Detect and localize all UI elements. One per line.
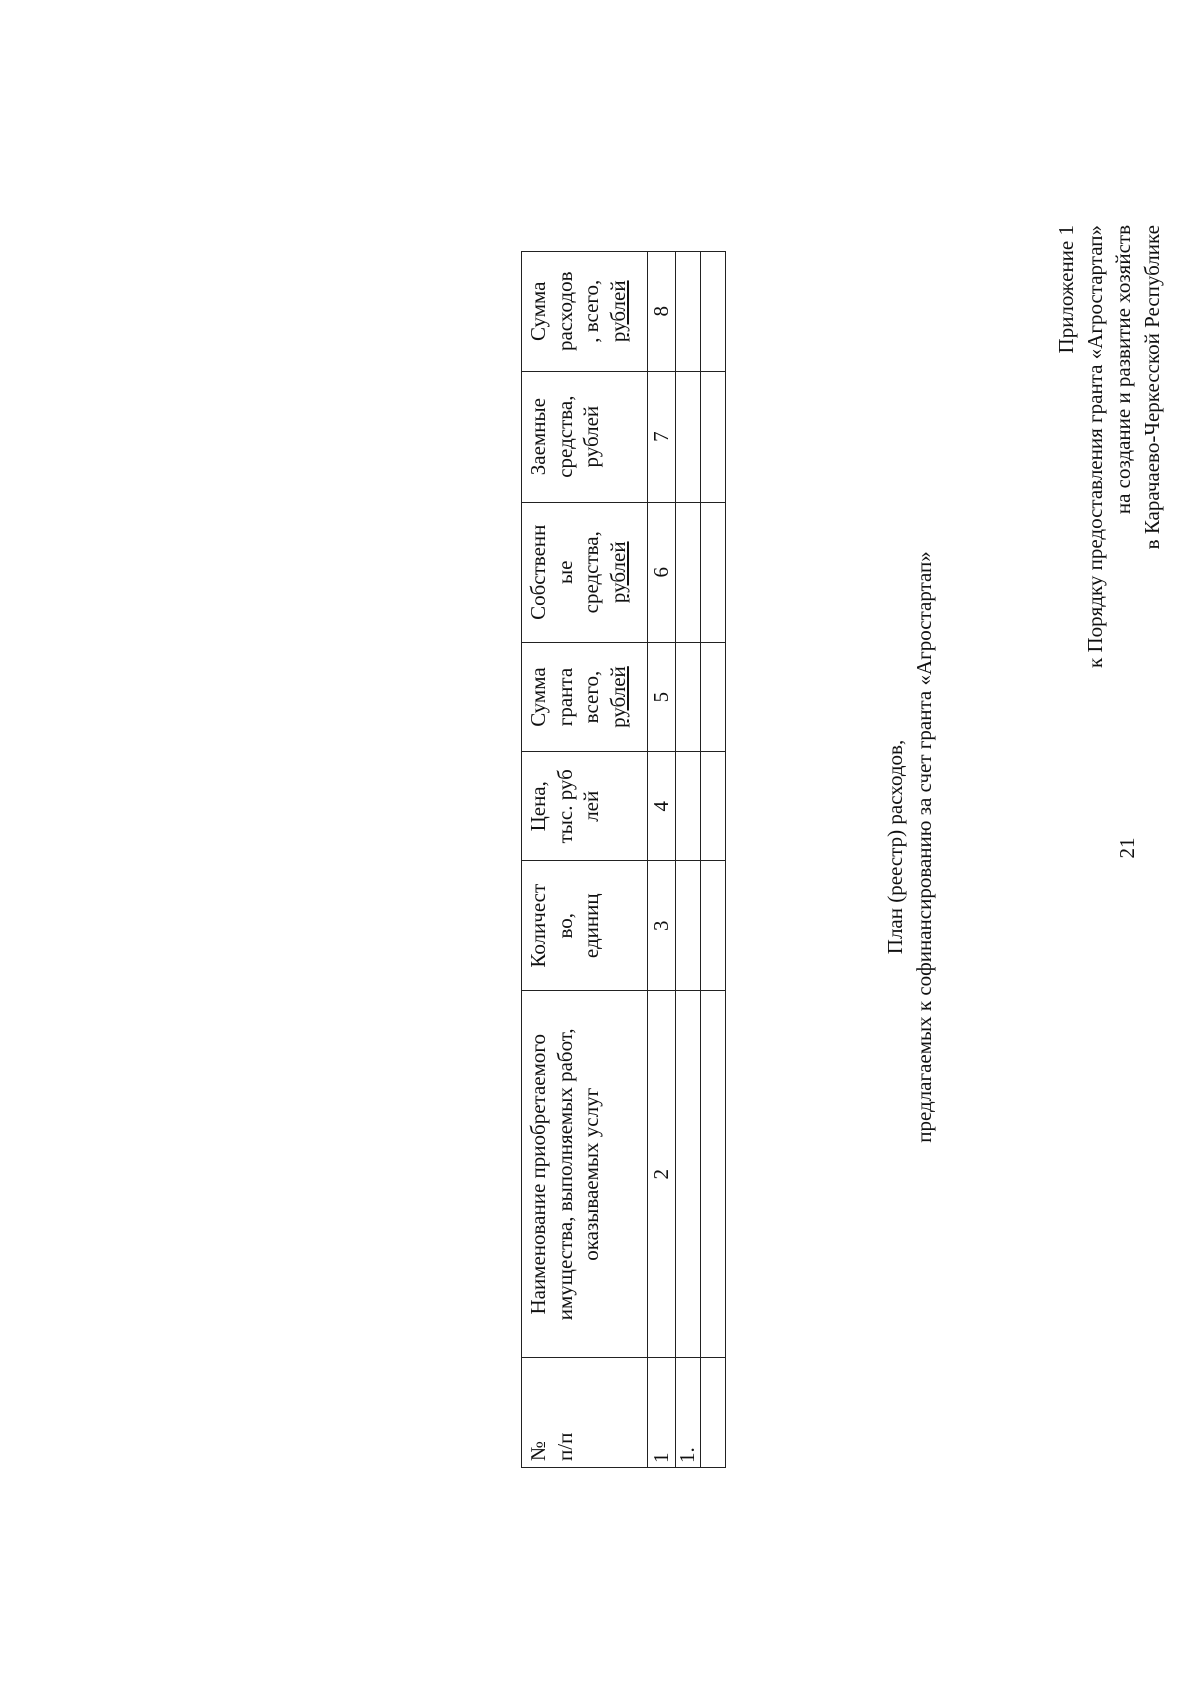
table-cell <box>701 502 726 642</box>
header-text: Наименование приобретаемого <box>526 1034 550 1315</box>
header-cell-borrowed-funds <box>522 371 648 502</box>
header-text: средства, <box>552 395 577 478</box>
header-text: Сумма <box>526 281 550 341</box>
column-number-cell: 8 <box>648 252 676 372</box>
appendix-line: в Карачаево-Черкесской Республике <box>1139 225 1164 550</box>
column-number-row <box>648 252 676 1468</box>
appendix-header <box>1052 225 1166 668</box>
table-cell <box>701 642 726 752</box>
title-line-2: предлагаемых к софинансированию за счет гранта «Агростартап» <box>911 551 936 1143</box>
header-cell-quantity <box>522 861 648 991</box>
header-text: во, <box>552 912 577 939</box>
header-text: расходов <box>552 271 577 352</box>
table-cell <box>676 752 701 861</box>
header-text: всего, <box>579 670 603 724</box>
header-text: гранта <box>552 667 577 727</box>
table-cell: 1. <box>676 1358 701 1468</box>
table-header-row <box>522 252 648 1468</box>
header-text: рублей <box>605 541 630 604</box>
table-cell <box>676 252 701 372</box>
header-text: п/п <box>552 1432 577 1461</box>
header-text: рублей <box>605 280 630 343</box>
header-cell-expense-total <box>522 252 648 372</box>
header-text: Собственн <box>526 524 550 620</box>
table-cell <box>701 1358 726 1468</box>
column-number-cell: 2 <box>648 991 676 1358</box>
table-cell <box>676 861 701 991</box>
page-number: 21 <box>1115 837 1139 859</box>
table-cell <box>676 371 701 502</box>
table-cell <box>701 371 726 502</box>
table-cell <box>676 991 701 1358</box>
header-cell-grant-total <box>522 642 648 752</box>
table-cell <box>701 252 726 372</box>
header-text: рублей <box>579 405 603 468</box>
header-text: тыс. руб <box>552 769 577 844</box>
header-text: Сумма <box>526 667 550 727</box>
expense-registry-table <box>521 251 726 1468</box>
table-cell <box>676 502 701 642</box>
header-text: № <box>526 1440 550 1461</box>
header-text: рублей <box>605 666 630 728</box>
header-text: имущества, выполняемых работ, <box>552 1028 577 1321</box>
header-text: единиц <box>579 893 603 959</box>
header-text: лей <box>579 790 603 822</box>
column-number-cell: 4 <box>648 752 676 861</box>
column-number-cell: 5 <box>648 642 676 752</box>
header-text: средства, <box>579 531 603 614</box>
column-number-cell: 3 <box>648 861 676 991</box>
table-cell <box>701 752 726 861</box>
column-number-cell: 6 <box>648 502 676 642</box>
appendix-title: Приложение 1 <box>1054 225 1078 354</box>
column-number-cell: 7 <box>648 371 676 502</box>
header-text: Цена, <box>526 781 550 832</box>
table-row <box>676 252 701 1468</box>
table-row <box>701 252 726 1468</box>
table-cell <box>676 642 701 752</box>
table-cell <box>701 861 726 991</box>
appendix-line: к Порядку предоставления гранта «Агростартап» <box>1082 225 1107 668</box>
title-line-1: План (реестр) расходов, <box>883 739 907 955</box>
header-text: Заемные <box>526 398 550 476</box>
header-text: ые <box>552 560 577 584</box>
appendix-line: на создание и развитие хозяйств <box>1111 225 1135 515</box>
header-cell-name <box>522 991 648 1358</box>
column-number-cell: 1 <box>648 1358 676 1468</box>
header-text: оказываемых услуг <box>579 1087 603 1261</box>
document-title <box>881 497 938 1197</box>
table-cell <box>701 991 726 1358</box>
header-text: , всего, <box>579 279 603 343</box>
header-cell-price <box>522 752 648 861</box>
header-text: Количест <box>526 883 550 968</box>
header-cell-own-funds <box>522 502 648 642</box>
header-cell-number <box>522 1358 648 1468</box>
